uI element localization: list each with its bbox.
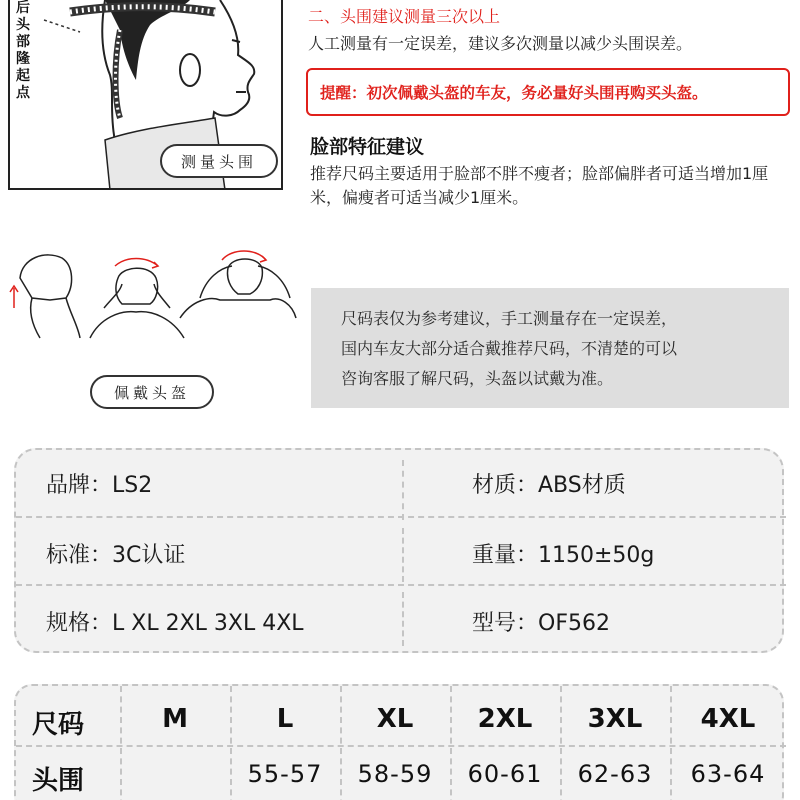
- size-cell: M: [162, 704, 188, 734]
- measure-caption: 测量头围: [160, 144, 278, 178]
- head-cell: 60-61: [467, 760, 543, 788]
- divider: [16, 516, 786, 518]
- spec-material: 材质：ABS材质: [472, 473, 626, 498]
- note-line: 尺码表仅为参考建议，手工测量存在一定误差，: [341, 309, 678, 328]
- head-cell: 63-64: [690, 760, 766, 788]
- divider: [16, 584, 786, 586]
- note-line: 咨询客服了解尺码，头盔以试戴为准。: [341, 369, 614, 388]
- face-advice-title: 脸部特征建议: [310, 136, 425, 158]
- size-row-label: 尺码: [32, 710, 85, 740]
- spec-sizes: 规格：L XL 2XL 3XL 4XL: [46, 611, 304, 636]
- spec-brand: 品牌：LS2: [46, 473, 153, 498]
- divider: [402, 528, 404, 582]
- spec-weight: 重量：1150±50g: [472, 543, 655, 568]
- size-cell: 2XL: [477, 704, 533, 734]
- size-note-box: [311, 288, 789, 408]
- size-cell: 4XL: [700, 704, 756, 734]
- size-table: [14, 684, 784, 800]
- size-cell: 3XL: [587, 704, 643, 734]
- divider: [402, 460, 404, 520]
- note-line: 国内车友大部分适合戴推荐尺码，不清楚的可以: [341, 339, 678, 358]
- measure-tip-body: 人工测量有一定误差，建议多次测量以减少头围误差。: [308, 34, 693, 53]
- spec-standard: 标准：3C认证: [46, 543, 186, 568]
- size-cell: L: [276, 704, 294, 734]
- occipital-point-label: 后头部隆起点: [16, 0, 30, 101]
- spec-table: [14, 448, 784, 653]
- measure-illustration: [8, 0, 283, 190]
- divider: [402, 592, 404, 646]
- wearing-caption: 佩戴头盔: [90, 375, 214, 409]
- head-cell: 55-57: [247, 760, 323, 788]
- size-cell: XL: [376, 704, 414, 734]
- face-advice-body: 推荐尺码主要适用于脸部不胖不瘦者；脸部偏胖者可适当增加1厘米，偏瘦者可适当减少1厘米。: [310, 164, 769, 207]
- measure-tip-title: 二、头围建议测量三次以上: [308, 7, 501, 26]
- head-cell: 62-63: [577, 760, 653, 788]
- spec-model: 型号：OF562: [472, 611, 610, 636]
- head-cell: 58-59: [357, 760, 433, 788]
- reminder-box: 提醒：初次佩戴头盔的车友，务必量好头围再购买头盔。: [306, 68, 790, 116]
- head-row-label: 头围: [32, 766, 85, 796]
